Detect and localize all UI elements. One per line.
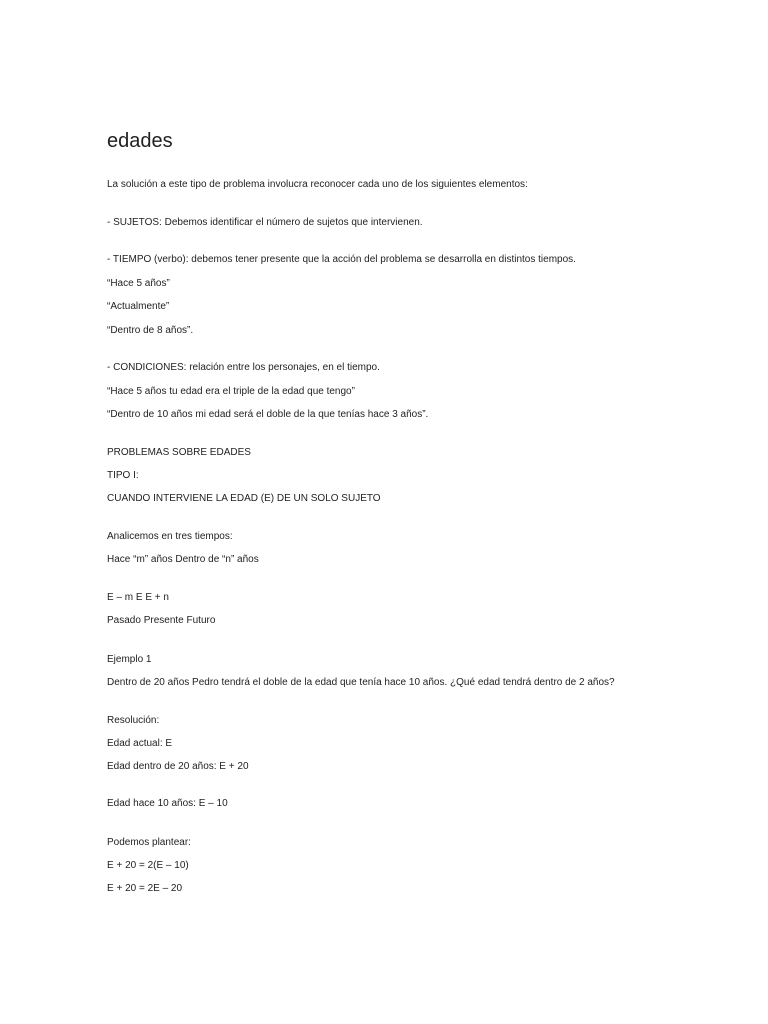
resolution-line-1: Edad actual: E bbox=[107, 738, 173, 749]
quote-condicion-1: “Hace 5 años tu edad era el triple de la edad que tengo” bbox=[107, 386, 355, 397]
quote-dentro-8: “Dentro de 8 años”. bbox=[107, 325, 194, 336]
time-formulas: E – m E E + n bbox=[107, 592, 169, 603]
paragraph-sujetos: - SUJETOS: Debemos identificar el número de sujetos que intervienen. bbox=[107, 217, 423, 228]
paragraph-intro: La solución a este tipo de problema involucra reconocer cada uno de los siguientes elementos: bbox=[107, 179, 528, 190]
example-statement: Dentro de 20 años Pedro tendrá el doble de la edad que tenía hace 10 años. ¿Qué edad tendrá dentro de 2 años? bbox=[107, 677, 615, 688]
time-labels: Hace “m” años Dentro de “n” años bbox=[107, 554, 259, 565]
plantear-heading: Podemos plantear: bbox=[107, 837, 191, 848]
resolution-heading: Resolución: bbox=[107, 715, 160, 726]
equation-1: E + 20 = 2(E – 10) bbox=[107, 860, 189, 871]
paragraph-condiciones: - CONDICIONES: relación entre los personajes, en el tiempo. bbox=[107, 362, 380, 373]
resolution-line-3: Edad hace 10 años: E – 10 bbox=[107, 798, 228, 809]
paragraph-analicemos: Analicemos en tres tiempos: bbox=[107, 531, 233, 542]
page-title: edades bbox=[107, 130, 173, 152]
time-names: Pasado Presente Futuro bbox=[107, 615, 216, 626]
example-heading: Ejemplo 1 bbox=[107, 654, 152, 665]
quote-condicion-2: “Dentro de 10 años mi edad será el doble de la que tenías hace 3 años”. bbox=[107, 409, 429, 420]
section-heading: PROBLEMAS SOBRE EDADES bbox=[107, 447, 251, 458]
paragraph-tiempo: - TIEMPO (verbo): debemos tener presente que la acción del problema se desarrolla en distintos tiempos. bbox=[107, 254, 576, 265]
type-description: CUANDO INTERVIENE LA EDAD (E) DE UN SOLO SUJETO bbox=[107, 493, 381, 504]
resolution-line-2: Edad dentro de 20 años: E + 20 bbox=[107, 761, 249, 772]
type-heading: TIPO I: bbox=[107, 470, 139, 481]
quote-actualmente: “Actualmente” bbox=[107, 301, 170, 312]
quote-hace-5: “Hace 5 años” bbox=[107, 278, 170, 289]
equation-2: E + 20 = 2E – 20 bbox=[107, 883, 183, 894]
